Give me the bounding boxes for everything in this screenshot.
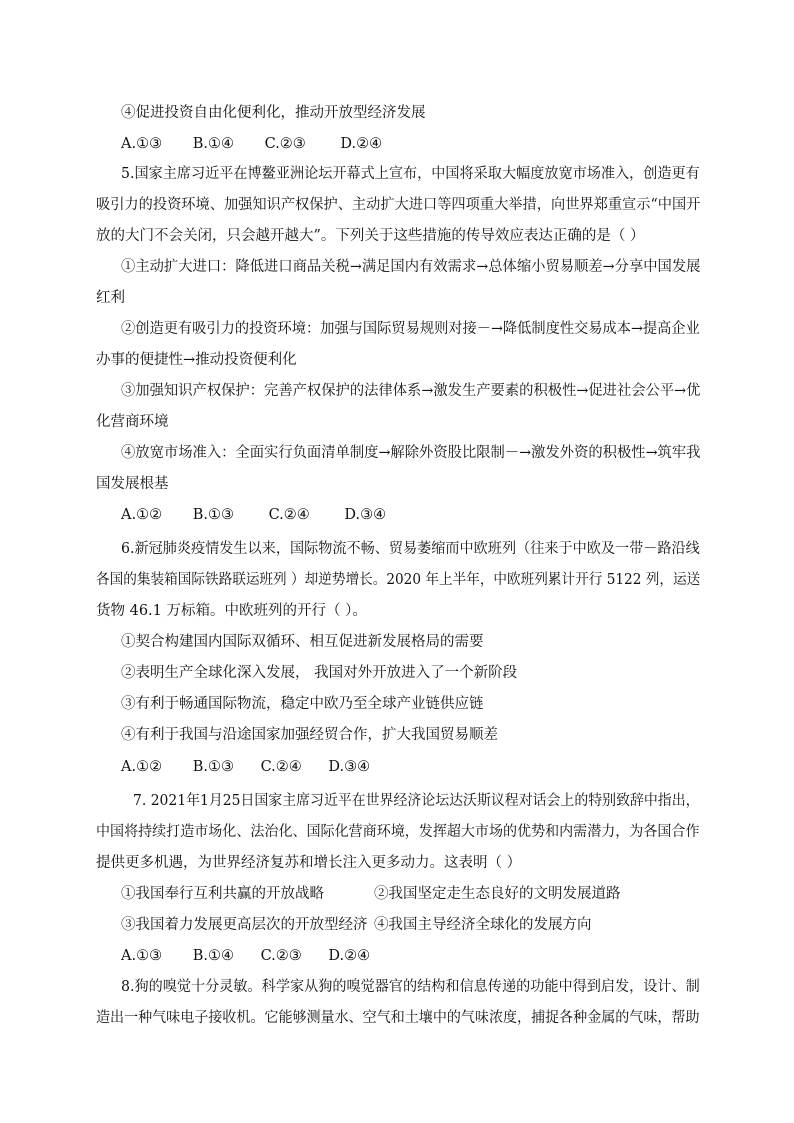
q7-stem-line-3: 提供更多机遇，为世界经济复苏和增长注入更多动力。这表明（ ） <box>96 855 522 871</box>
q6-item-1: ①契合构建国内国际双循环、相互促进新发展格局的需要 <box>121 634 484 650</box>
q5-item-3: ③加强知识产权保护：完善产权保护的法律体系→激发生产要素的积极性→促进社会公平→优 <box>121 383 701 399</box>
q4-option-b: B.①④ <box>192 136 234 152</box>
q6-item-2: ②表明生产全球化深入发展， 我国对外开放进入了一个新阶段 <box>121 665 518 681</box>
q5-stem-line-2: 吸引力的投资环境、加强知识产权保护、主动扩大进口等四项重大举措，向世界郑重宣示“中国开 <box>96 197 701 213</box>
q8-stem-line-1: 8.狗的嗅觉十分灵敏。科学家从狗的嗅觉器官的结构和信息传递的功能中得到启发，设计、制 <box>121 979 700 995</box>
q4-item-4: ④促进投资自由化便利化，推动开放型经济发展 <box>121 105 426 121</box>
q4-option-c: C.②③ <box>264 136 306 152</box>
q7-stem-line-1: 7. 2021年1月25日国家主席习近平在世界经济论坛达沃斯议程对话会上的特别致辞中指出， <box>133 793 700 809</box>
q4-option-d: D.②④ <box>340 136 383 152</box>
q5-option-c: C.②④ <box>268 507 310 523</box>
q7-item-4: ④我国主导经济全球化的发展方向 <box>374 917 592 933</box>
q5-item-3-cont: 化营商环境 <box>96 414 169 430</box>
q6-stem-line-3: 货物 46.1 万标箱。中欧班列的开行（ ）。 <box>96 603 367 619</box>
q5-item-4-cont: 国发展根基 <box>96 476 169 492</box>
q5-item-1: ①主动扩大进口：降低进口商品关税→满足国内有效需求→总体缩小贸易顺差→分享中国发展 <box>121 259 701 275</box>
q5-options <box>121 505 386 525</box>
q7-item-3: ③我国着力发展更高层次的开放型经济 <box>121 917 368 933</box>
q6-stem-line-1: 6.新冠肺炎疫情发生以来，国际物流不畅、贸易萎缩而中欧班列（往来于中欧及一带－路沿线 <box>121 541 700 557</box>
q5-option-d: D.③④ <box>344 507 387 523</box>
q5-item-2: ②创造更有吸引力的投资环境：加强与国际贸易规则对接－→降低制度性交易成本→提高企业 <box>121 321 700 337</box>
q6-option-a: A.①② <box>121 759 163 775</box>
q6-option-d: D.③④ <box>328 759 371 775</box>
q5-option-a: A.①② <box>121 507 163 523</box>
q7-option-b: B.①④ <box>192 948 234 964</box>
q6-options <box>121 757 370 777</box>
q6-stem-line-2: 各国的集装箱国际铁路联运班列 ）却逆势增长。2020 年上半年，中欧班列累计开行 5122 列，运送 <box>96 572 701 588</box>
q6-item-4: ④有利于我国与沿途国家加强经贸合作，扩大我国贸易顺差 <box>121 727 498 743</box>
q5-stem-line-3: 放的大门不会关闭，只会越开越大”。下列关于这些措施的传导效应表达正确的是（ ） <box>96 228 645 244</box>
q5-item-2-cont: 办事的便捷性→推动投资便利化 <box>96 352 297 368</box>
q4-option-a: A.①③ <box>121 136 163 152</box>
q7-item-2: ②我国坚定走生态良好的文明发展道路 <box>374 886 621 902</box>
q7-options <box>121 946 370 966</box>
q7-stem-line-2: 中国将持续打造市场化、法治化、国际化营商环境，发挥超大市场的优势和内需潜力，为各国合作 <box>96 824 700 840</box>
q7-option-d: D.②④ <box>328 948 371 964</box>
q4-options <box>121 134 382 154</box>
q6-option-b: B.①③ <box>192 759 234 775</box>
q5-stem-line-1: 5.国家主席习近平在博鳌亚洲论坛开幕式上宣布，中国将采取大幅度放宽市场准入，创造更有 <box>121 166 700 182</box>
q5-option-b: B.①③ <box>192 507 234 523</box>
q5-item-1-cont: 红利 <box>96 290 125 306</box>
q8-stem-line-2: 造出一种气味电子接收机。它能够测量水、空气和土壤中的气味浓度，捕捉各种金属的气味，帮助 <box>96 1010 700 1026</box>
q7-option-a: A.①③ <box>121 948 163 964</box>
q6-item-3: ③有利于畅通国际物流，稳定中欧乃至全球产业链供应链 <box>121 696 484 712</box>
q6-option-c: C.②④ <box>260 759 302 775</box>
q7-option-c: C.②③ <box>260 948 302 964</box>
q7-item-1: ①我国奉行互利共赢的开放战略 <box>121 886 324 902</box>
q5-item-4: ④放宽市场准入：全面实行负面清单制度→解除外资股比限制－→激发外资的积极性→筑牢我 <box>121 445 701 461</box>
